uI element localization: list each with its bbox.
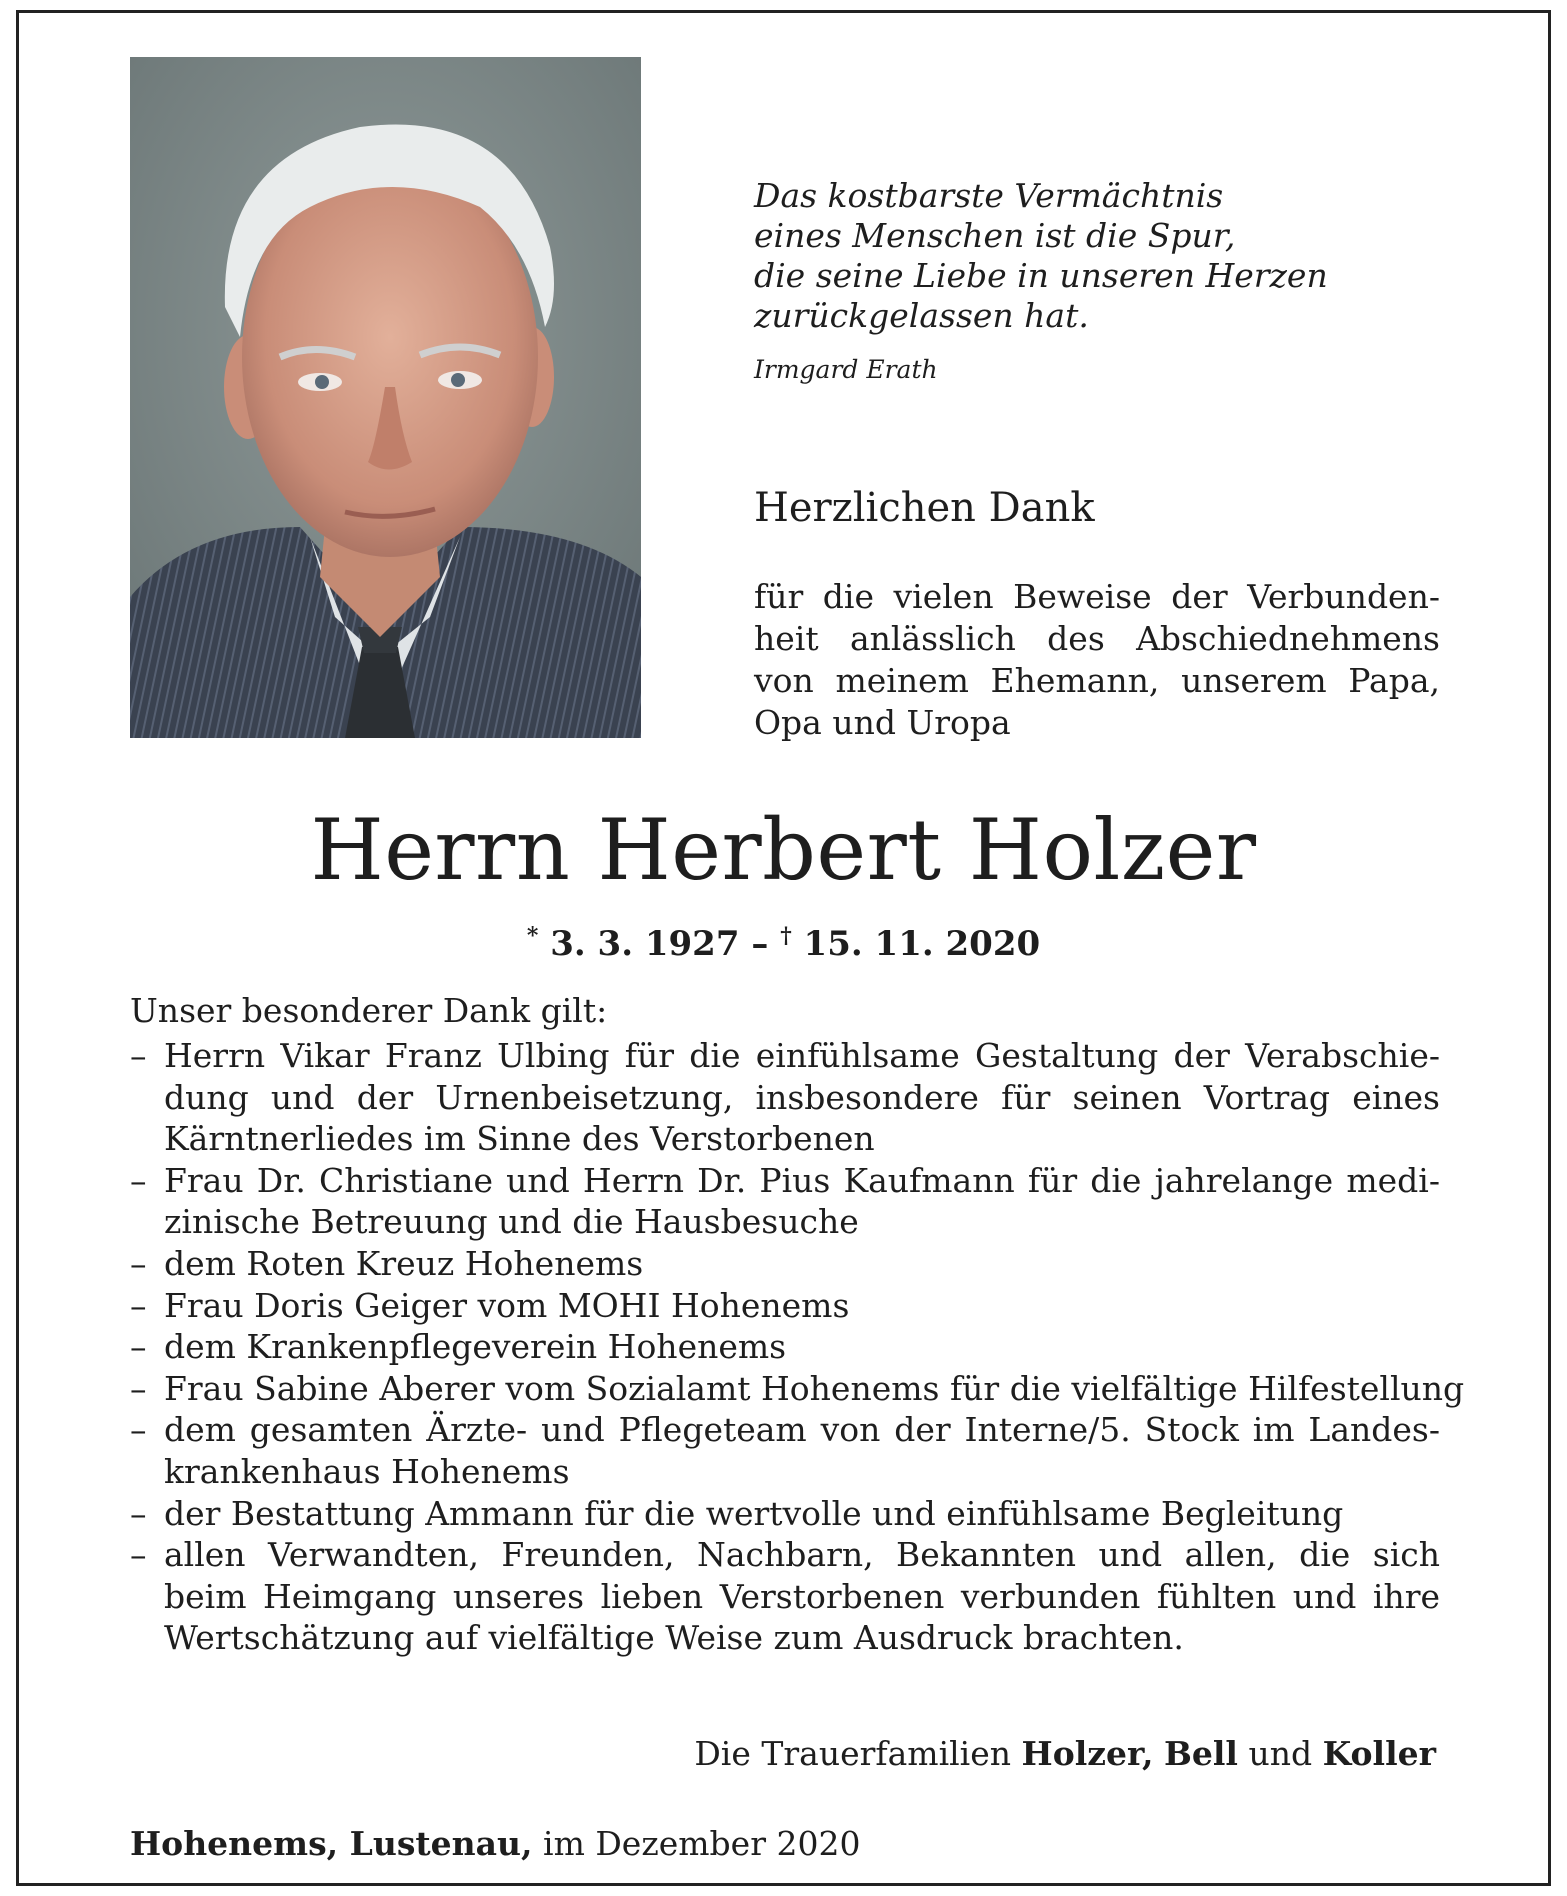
place-date-footer [130, 1823, 860, 1865]
deceased-name: Herrn Herbert Holzer [310, 801, 1257, 899]
list-line: der Bestattung Ammann für die wertvolle und einfühlsame Begleitung [164, 1493, 1344, 1533]
birth-symbol: * [526, 923, 539, 949]
list-line: Frau Dr. Christiane und Herrn Dr. Pius Kaufmann für die jahrelange medi- [164, 1160, 1440, 1200]
footer-places: Hohenems, Lustenau, [130, 1824, 533, 1863]
list-line: beim Heimgang unseres lieben Verstorbenen verbunden fühlten und ihre [164, 1576, 1440, 1616]
list-item [130, 1160, 1440, 1243]
family-name: Holzer, [1021, 1734, 1154, 1773]
list-line: zinische Betreuung und die Hausbesuche [164, 1202, 859, 1242]
dash: – [130, 1368, 147, 1408]
thanks-line: für die vielen Beweise der Verbunden- [754, 577, 1440, 616]
signature-conjunction: und [1248, 1734, 1313, 1773]
thanks-text [754, 576, 1440, 744]
list-item [130, 1285, 1440, 1327]
special-thanks-list [130, 1035, 1465, 1659]
portrait-photo-icon [130, 57, 641, 738]
quote-line: eines Menschen ist die Spur, [754, 216, 1236, 255]
list-item [130, 1243, 1440, 1285]
dash: – [130, 1327, 147, 1367]
death-date: 15. 11. 2020 [803, 924, 1041, 964]
quote [754, 176, 1474, 336]
list-line: dem Roten Kreuz Hohenems [164, 1243, 644, 1283]
special-thanks-intro: Unser besonderer Dank gilt: [130, 991, 608, 1030]
thanks-line: heit anlässlich des Abschiednehmens [754, 619, 1440, 658]
thanks-title: Herzlichen Dank [754, 485, 1095, 531]
list-line: dem Krankenpflegeverein Hohenems [164, 1327, 787, 1367]
thanks-line: Opa und Uropa [754, 703, 1011, 742]
list-line: Frau Doris Geiger vom MOHI Hohenems [164, 1285, 850, 1325]
family-signature [694, 1733, 1436, 1775]
list-item [130, 1035, 1440, 1160]
family-name: Bell [1163, 1734, 1238, 1773]
dash: – [130, 1535, 147, 1575]
thanks-line: von meinem Ehemann, unserem Papa, [754, 661, 1440, 700]
death-symbol: † [780, 923, 792, 949]
dash: – [130, 1493, 147, 1533]
list-item [130, 1409, 1440, 1492]
dash: – [130, 1243, 147, 1283]
list-line: Kärntnerliedes im Sinne des Verstorbenen [164, 1119, 875, 1159]
quote-author: Irmgard Erath [754, 355, 938, 384]
dash: – [130, 1160, 147, 1200]
list-item [130, 1368, 1465, 1410]
date-separator: – [751, 924, 769, 964]
signature-prefix: Die Trauerfamilien [694, 1734, 1012, 1773]
list-line: krankenhaus Hohenems [164, 1451, 570, 1491]
birth-date: 3. 3. 1927 [550, 924, 740, 964]
list-line: allen Verwandten, Freunden, Nachbarn, Bekannten und allen, die sich [164, 1535, 1440, 1575]
list-line: dung und der Urnenbeisetzung, insbesondere für seinen Vortrag eines [164, 1077, 1440, 1117]
family-name: Koller [1322, 1734, 1436, 1773]
list-line: Frau Sabine Aberer vom Sozialamt Hohenems für die vielfältige Hilfestellung [164, 1368, 1465, 1408]
dash: – [130, 1036, 147, 1075]
list-item [130, 1326, 1440, 1368]
quote-line: die seine Liebe in unseren Herzen [754, 256, 1328, 295]
footer-date: im Dezember 2020 [543, 1824, 861, 1863]
list-item [130, 1493, 1440, 1535]
list-item [130, 1534, 1440, 1659]
list-line: Wertschätzung auf vielfältige Weise zum Ausdruck brachten. [164, 1618, 1184, 1658]
quote-line: Das kostbarste Vermächtnis [754, 176, 1224, 215]
list-line: dem gesamten Ärzte- und Pflegeteam von der Interne/5. Stock im Landes- [164, 1410, 1440, 1450]
quote-line: zurückgelassen hat. [754, 296, 1089, 335]
dash: – [130, 1285, 147, 1325]
portrait-photo [130, 57, 641, 738]
dash: – [130, 1410, 147, 1450]
life-dates [0, 914, 1567, 966]
list-line: Herrn Vikar Franz Ulbing für die einfühlsame Gestaltung der Verabschie- [164, 1036, 1440, 1075]
